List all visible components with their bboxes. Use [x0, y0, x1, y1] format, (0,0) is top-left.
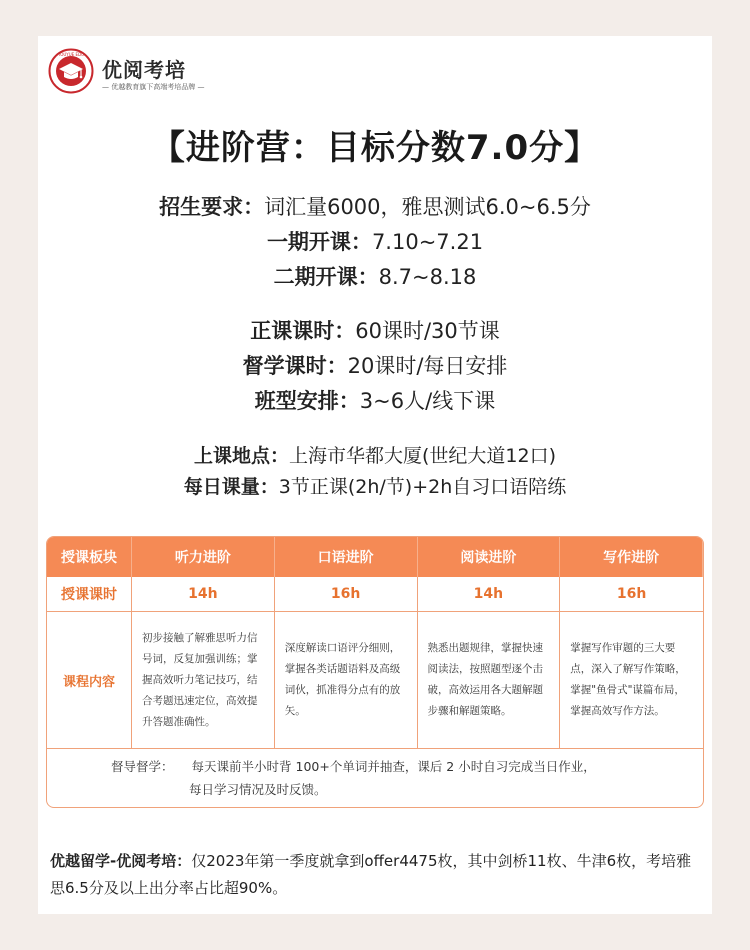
- supervision-text: 每天课前半小时背 100+个单词并抽查，课后 2 小时自习完成当日作业，: [191, 759, 596, 774]
- session-one-value: 7.10~7.21: [371, 230, 484, 254]
- session-two-label: 二期开课：: [273, 265, 379, 289]
- daily-load-line: [38, 472, 712, 503]
- main-hours-line: [38, 314, 712, 349]
- table-cell: 16h: [275, 577, 418, 611]
- table-cell: 熟悉出题规律，掌握快速阅读法，按照题型逐个击破，高效运用各大题解题步骤和解题策略。: [418, 612, 561, 748]
- poster-card: [38, 36, 712, 914]
- location-line: [38, 441, 712, 472]
- main-hours-value: 60课时/30节课: [355, 319, 500, 343]
- table-cell: 16h: [616, 586, 647, 602]
- class-size-line: [38, 384, 712, 419]
- graduation-cap-seal-icon: [48, 48, 94, 94]
- location-info: [38, 441, 712, 503]
- supervision-hours-label: 督学课时：: [242, 354, 348, 378]
- footer-label: 优越留学-优阅考培：: [50, 852, 192, 870]
- table-row: [47, 577, 703, 612]
- brand-slogan: — 优越教育旗下高端考培品牌 —: [102, 83, 205, 91]
- location-label: 上课地点：: [193, 445, 289, 467]
- session-one-label: 一期开课：: [266, 230, 372, 254]
- row-label: 课程内容: [47, 612, 132, 748]
- requirement-label: 招生要求：: [159, 195, 265, 219]
- table-cell: 初步接触了解雅思听力信号词，反复加强训练；掌握高效听力笔记技巧，结合考题迅速定位，高效提升答题准确性。: [132, 612, 275, 748]
- table-row: [47, 612, 703, 749]
- page-title: 【进阶营：目标分数7.0分】: [150, 128, 600, 168]
- session-two-value: 8.7~8.18: [378, 265, 477, 289]
- location-value: 上海市华都大厦(世纪大道12口): [289, 445, 557, 467]
- enrollment-requirements: [38, 190, 712, 295]
- table-header-cell: 口语进阶: [275, 537, 418, 577]
- footer-text: 仅2023年第一季度就拿到offer4475枚，其中剑桥11枚、牛津6枚，考培雅思6.5分及以上出分率占比超90%。: [50, 852, 692, 897]
- table-header-cell: 写作进阶: [560, 537, 703, 577]
- table-cell: 14h: [132, 577, 275, 611]
- requirement-line: [38, 190, 712, 225]
- main-hours-label: 正课课时：: [250, 319, 356, 343]
- class-hours: [38, 314, 712, 419]
- table-cell: 深度解读口语评分细则，掌握各类话题语料及高级词伙，抓准得分点有的放矢。: [275, 612, 418, 748]
- supervision-hours-value: 20课时/每日安排: [347, 354, 508, 378]
- table-header-row: [47, 537, 703, 577]
- session-two-line: [38, 260, 712, 295]
- supervision-hours-line: [38, 349, 712, 384]
- footer-note: [50, 848, 702, 902]
- brand-logo: [48, 48, 218, 98]
- requirement-value: 词汇量6000，雅思测试6.0~6.5分: [264, 195, 591, 219]
- brand-name: 优阅考培: [102, 58, 186, 82]
- class-size-value: 3~6人/线下课: [359, 389, 496, 413]
- supervision-note: [47, 749, 703, 807]
- daily-load-value: 3节正课(2h/节)+2h自习口语陪练: [278, 476, 567, 498]
- session-one-line: [38, 225, 712, 260]
- supervision-line: 每日学习情况及时反馈。: [189, 782, 327, 797]
- supervision-line: [47, 755, 703, 778]
- row-label: 授课课时: [47, 577, 132, 611]
- table-cell: 14h: [418, 577, 561, 611]
- course-table: [46, 536, 704, 808]
- daily-load-label: 每日课量：: [183, 476, 279, 498]
- supervision-label: 督导督学：: [111, 759, 174, 774]
- table-header-cell: 听力进阶: [132, 537, 275, 577]
- table-header-cell: 阅读进阶: [418, 537, 561, 577]
- table-header-cell: 授课板块: [47, 537, 132, 577]
- class-size-label: 班型安排：: [254, 389, 360, 413]
- table-cell: 掌握写作审题的三大要点，深入了解写作策略，掌握"鱼骨式"谋篇布局，掌握高效写作方法。: [570, 642, 686, 717]
- svg-text:YOUYUE EDU: YOUYUE EDU: [57, 52, 85, 57]
